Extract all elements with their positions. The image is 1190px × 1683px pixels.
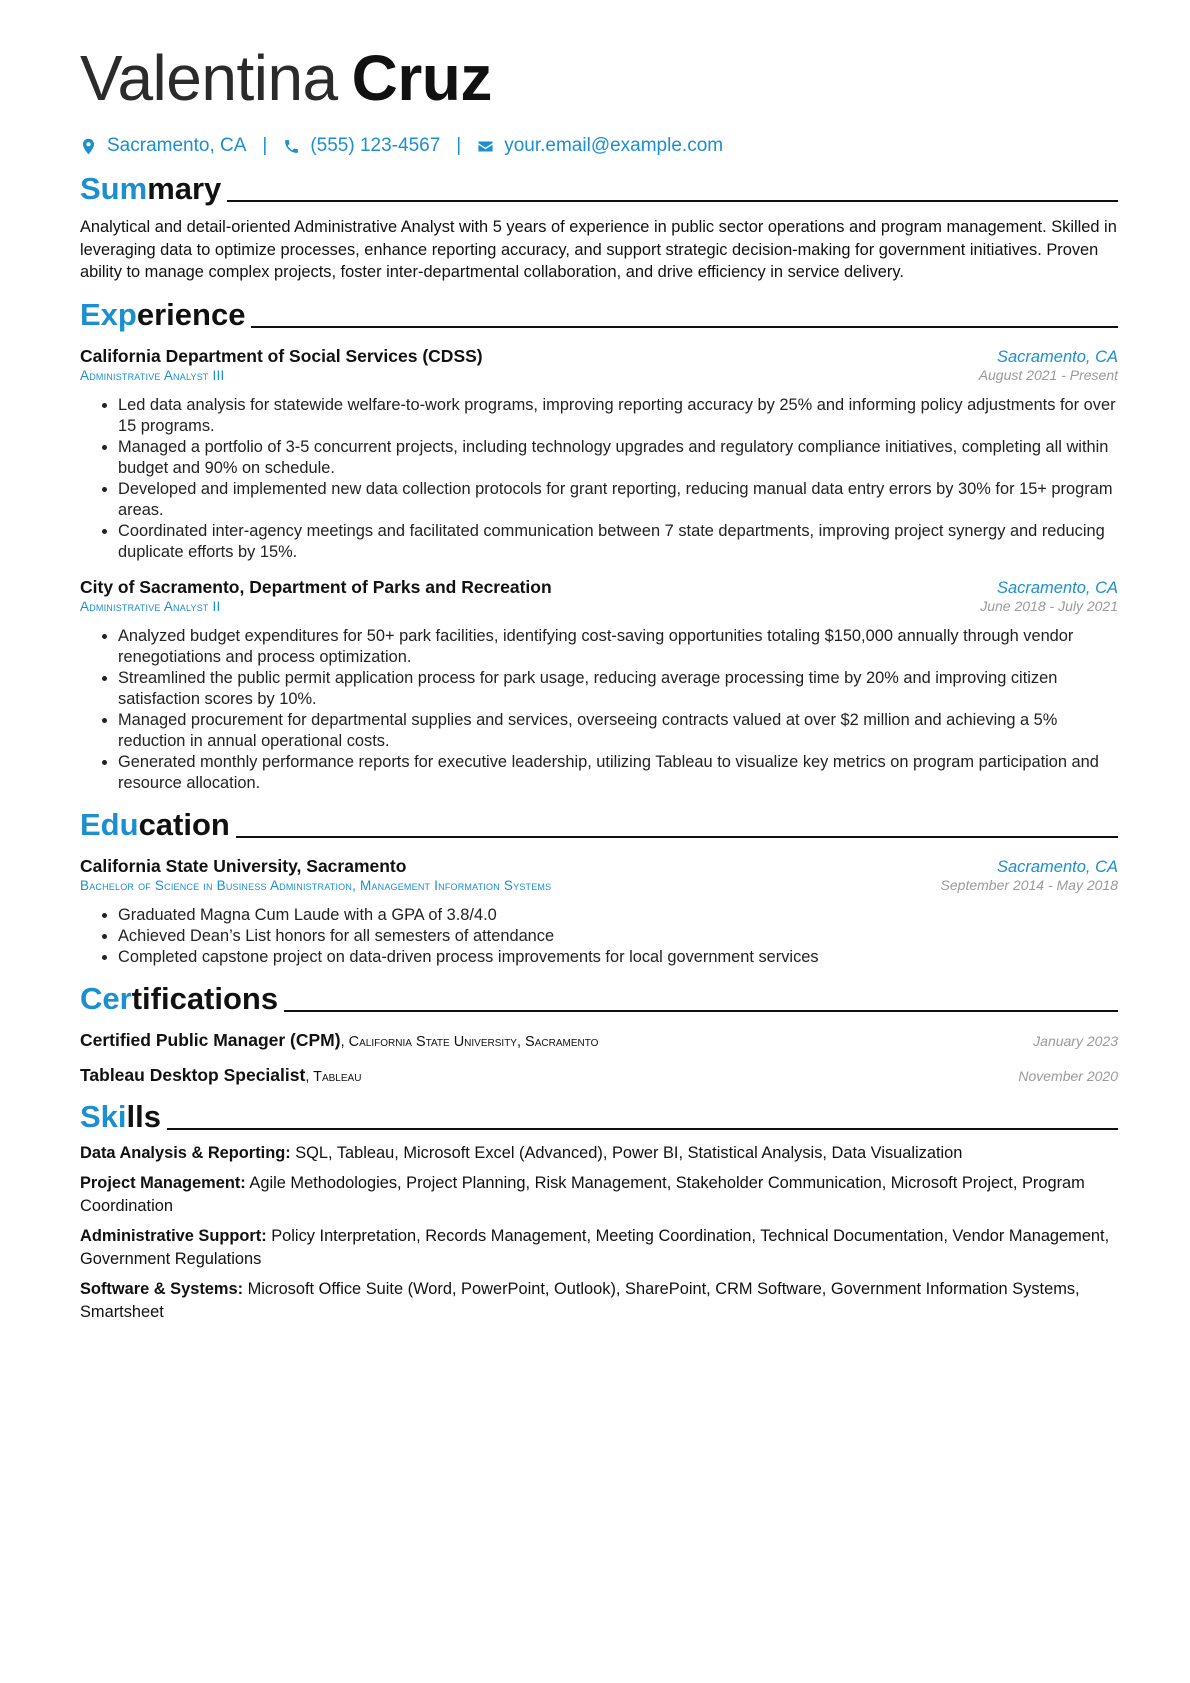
section-title <box>80 298 245 332</box>
education-bullets <box>80 905 1118 968</box>
education-entry <box>80 856 1118 968</box>
education-section <box>80 802 1118 968</box>
job-location: Sacramento, CA <box>996 578 1118 597</box>
job-org: California Department of Social Services (CDSS) <box>80 345 483 366</box>
first-name: Valentina <box>80 42 338 114</box>
section-rule <box>236 836 1118 838</box>
bullet-item: • Completed capstone project on data-driven process improvements for local government services <box>118 947 1118 968</box>
contact-separator: | <box>456 135 462 156</box>
cert-issuer: , California State University, Sacramento <box>340 1033 599 1050</box>
skill-label: Software & Systems: <box>80 1280 244 1298</box>
contact-location <box>80 135 246 157</box>
section-title-accent: Ski <box>80 1098 127 1134</box>
summary-text: Analytical and detail-oriented Administrative Analyst with 5 years of experience in public sector operations and program management. Skilled in leveraging data to optimize processes, enhance reporting accuracy, and support strategic decision-making for government initiatives. Proven ability to manage complex projects, foster inter-departmental collaboration, and drive efficiency in service delivery. <box>80 218 1117 281</box>
job-bullets <box>80 395 1118 563</box>
skill-label: Project Management: <box>80 1174 246 1192</box>
section-title-rest: lls <box>126 1098 161 1134</box>
bullet-item: • Generated monthly performance reports for executive leadership, utilizing Tableau to visualize key metrics on program participation and resource allocation. <box>118 752 1118 794</box>
skill-group <box>80 1225 1118 1270</box>
job-role: Administrative Analyst III <box>80 367 225 383</box>
bullet-item: • Streamlined the public permit application process for park usage, reducing average processing time by 20% and improving citizen satisfaction scores by 10%. <box>118 668 1118 710</box>
section-header <box>80 802 1118 842</box>
job-location: Sacramento, CA <box>996 347 1118 366</box>
contact-email[interactable] <box>477 135 723 157</box>
section-header <box>80 976 1118 1016</box>
bullet-item: • Achieved Dean’s List honors for all semesters of attendance <box>118 926 1118 947</box>
job-entry <box>80 346 1118 563</box>
certifications-section <box>80 976 1118 1086</box>
school-name: California State University, Sacramento <box>80 855 407 876</box>
phone-text: (555) 123-4567 <box>310 135 441 156</box>
cert-name: Tableau Desktop Specialist <box>80 1064 306 1085</box>
experience-section <box>80 292 1118 794</box>
section-title-rest: tifications <box>131 980 279 1016</box>
section-title-accent: Cer <box>80 980 132 1016</box>
certification-item <box>80 1030 1118 1051</box>
section-title-accent: Exp <box>80 296 137 332</box>
section-rule <box>227 200 1118 202</box>
job-bullets <box>80 626 1118 794</box>
email-link[interactable]: your.email@example.com <box>504 135 724 156</box>
map-pin-icon <box>80 138 97 155</box>
cert-date: January 2023 <box>1033 1032 1118 1049</box>
bullet-item: • Managed procurement for departmental supplies and services, overseeing contracts valued at over $2 million and achieving a 5% reduction in annual operational costs. <box>118 710 1118 752</box>
contact-separator: | <box>262 135 268 156</box>
job-org: City of Sacramento, Department of Parks and Recreation <box>80 576 552 597</box>
cert-name: Certified Public Manager (CPM) <box>80 1029 341 1050</box>
section-header <box>80 292 1118 332</box>
phone-icon <box>283 138 300 155</box>
degree: Bachelor of Science in Business Administration, Management Information Systems <box>80 877 552 893</box>
skill-group <box>80 1172 1118 1217</box>
section-title-rest: mary <box>147 171 222 206</box>
section-title-rest: cation <box>138 806 230 842</box>
certification-item <box>80 1065 1118 1086</box>
education-dates: September 2014 - May 2018 <box>940 876 1118 893</box>
job-entry <box>80 577 1118 794</box>
section-header <box>80 166 1118 206</box>
bullet-item: • Led data analysis for statewide welfare-to-work programs, improving reporting accuracy by 25% and informing policy adjustments for over 15 programs. <box>118 395 1118 437</box>
section-title <box>80 982 278 1016</box>
section-title <box>80 172 221 206</box>
job-role: Administrative Analyst II <box>80 598 221 614</box>
skill-label: Data Analysis & Reporting: <box>80 1143 291 1162</box>
section-title <box>80 1100 161 1134</box>
section-title-accent: Sum <box>80 171 148 206</box>
bullet-item: • Developed and implemented new data collection protocols for grant reporting, reducing manual data entry errors by 30% for 15+ program areas. <box>118 479 1118 521</box>
skill-group <box>80 1142 1118 1165</box>
section-title-rest: erience <box>136 296 246 332</box>
school-location: Sacramento, CA <box>996 857 1118 876</box>
location-text: Sacramento, CA <box>107 135 247 156</box>
section-rule <box>251 326 1118 328</box>
skills-section <box>80 1094 1118 1324</box>
bullet-item: • Analyzed budget expenditures for 50+ park facilities, identifying cost-saving opportunities totaling $150,000 annually through vendor renegotiations and process optimization. <box>118 626 1118 668</box>
section-title-accent: Edu <box>80 806 139 842</box>
section-rule <box>167 1128 1118 1130</box>
bullet-item: • Coordinated inter-agency meetings and facilitated communication between 7 state departments, improving project synergy and reducing duplicate efforts by 15%. <box>118 521 1118 563</box>
section-header <box>80 1094 1118 1134</box>
summary-section <box>80 166 1118 284</box>
section-title <box>80 808 230 842</box>
skill-group <box>80 1278 1118 1323</box>
section-rule <box>284 1010 1118 1012</box>
skill-value: Agile Methodologies, Project Planning, Risk Management, Stakeholder Communication, Microsoft Project, Program Coordination <box>80 1174 1085 1215</box>
bullet-item: • Managed a portfolio of 3-5 concurrent projects, including technology upgrades and regulatory compliance initiatives, completing all within budget and 90% on schedule. <box>118 437 1118 479</box>
contact-info <box>80 134 1118 158</box>
skill-value: SQL, Tableau, Microsoft Excel (Advanced), Power BI, Statistical Analysis, Data Visualization <box>290 1143 963 1162</box>
skill-label: Administrative Support: <box>80 1227 267 1245</box>
candidate-name <box>80 36 1118 120</box>
skill-value: Microsoft Office Suite (Word, PowerPoint, Outlook), SharePoint, CRM Software, Government Information Systems, Smartsheet <box>80 1280 1080 1321</box>
skill-value: Policy Interpretation, Records Management, Meeting Coordination, Technical Documentation, Vendor Management, Government Regulations <box>80 1227 1110 1268</box>
job-dates: June 2018 - July 2021 <box>980 597 1118 614</box>
last-name: Cruz <box>351 42 492 114</box>
envelope-icon <box>477 138 494 155</box>
bullet-item: • Graduated Magna Cum Laude with a GPA of 3.8/4.0 <box>118 905 1118 926</box>
cert-date: November 2020 <box>1018 1067 1118 1084</box>
job-dates: August 2021 - Present <box>978 366 1118 383</box>
cert-issuer: , Tableau <box>305 1068 362 1085</box>
contact-phone[interactable] <box>283 135 440 157</box>
